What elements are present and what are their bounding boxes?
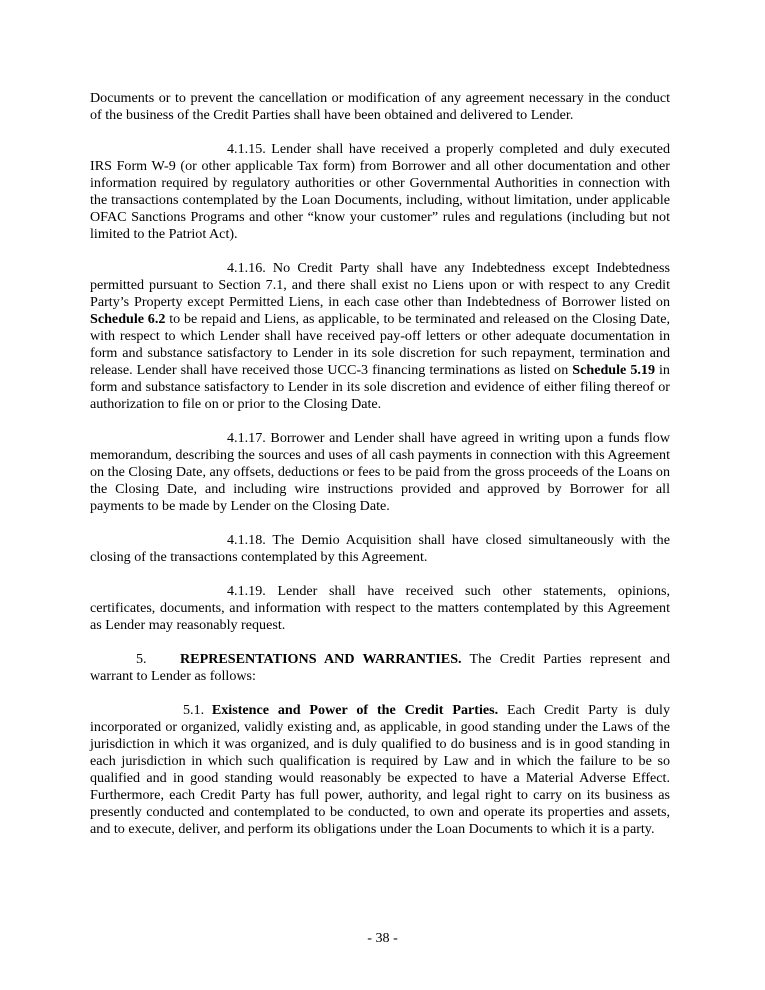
section-5 — [90, 651, 670, 685]
section-5-1 — [90, 702, 670, 838]
paragraph-4-1-15: 4.1.15. Lender shall have received a properly completed and duly executed IRS Form W-9 (or other applicable Tax form) from Borrower and all other documentation and other information required by regulatory authorities or other Governmental Authorities in connection with the transactions contemplated by the Loan Documents, including, without limitation, under applicable OFAC Sanctions Programs and other “know your customer” rules and regulations (including but not limited to the Patriot Act). — [90, 141, 670, 242]
section-5-heading: REPRESENTATIONS AND WARRANTIES. — [180, 651, 462, 667]
paragraph-4-1-19: 4.1.19. Lender shall have received such other statements, opinions, certificates, documents, and information with respect to the matters contemplated by this Agreement as Lender may reasonably request. — [90, 583, 670, 633]
section-5-1-heading: Existence and Power of the Credit Parties. — [211, 702, 499, 718]
paragraph-4-1-16-text-c: to be repaid and Liens, as applicable, to be terminated and released on the Closing Date, with respect to which Lender shall have received pay-off letters or other adequate documentation in form and substance satisfactory to Lender in its sole discretion for such repayment, termination and release. Lender shall have received those UCC-3 financing terminations as listed on — [90, 311, 670, 378]
paragraph-4-1-16-text-d: in form and substance satisfactory to Lender in its sole discretion and evidence of either filing thereof or authorization to file on or prior to the Closing Date. — [90, 362, 670, 412]
page-number: - 38 - — [367, 930, 398, 946]
section-5-1-number: 5.1. — [183, 702, 205, 718]
section-5-number: 5. — [136, 651, 147, 667]
paragraph-4-1-16-text-a: 4.1.16. No Credit Party shall have any Indebtedness except Indebtedness permitted pursuant to Section 7.1, and there shall exist no Liens upon or with respect to any Credit Party’s Property except Permitted Liens, in each case other than Indebtedness of Borrower listed on — [90, 260, 670, 310]
schedule-5-19-ref: Schedule 5.19 — [572, 362, 655, 378]
paragraph-4-1-16 — [90, 260, 670, 413]
schedule-6-2-ref: Schedule 6.2 — [90, 311, 166, 327]
paragraph-4-1-17: 4.1.17. Borrower and Lender shall have agreed in writing upon a funds flow memorandum, describing the sources and uses of all cash payments in connection with this Agreement on the Closing Date, any offsets, deductions or fees to be paid from the gross proceeds of the Loans on the Closing Date, and including wire instructions provided and approved by Borrower for all payments to be made by Lender on the Closing Date. — [90, 430, 670, 514]
paragraph-4-1-18: 4.1.18. The Demio Acquisition shall have closed simultaneously with the closing of the transactions contemplated by this Agreement. — [90, 532, 670, 565]
paragraph-continuation: Documents or to prevent the cancellation or modification of any agreement necessary in the conduct of the business of the Credit Parties shall have been obtained and delivered to Lender. — [90, 90, 670, 123]
section-5-1-text: Each Credit Party is duly incorporated or organized, validly existing and, as applicable, in good standing under the Laws of the jurisdiction in which it was organized, and is duly qualified to do business and is in good standing in each jurisdiction in which such qualification is required by Law and in which the failure to be so qualified and in good standing would reasonably be expected to have a Material Adverse Effect. Furthermore, each Credit Party has full power, authority, and legal right to carry on its business as presently conducted and contemplated to be conducted, to own and operate its properties and assets, and to execute, deliver, and perform its obligations under the Loan Documents to which it is a party. — [90, 702, 671, 837]
section-5-text: The Credit Parties represent and warrant to Lender as follows: — [90, 651, 670, 684]
